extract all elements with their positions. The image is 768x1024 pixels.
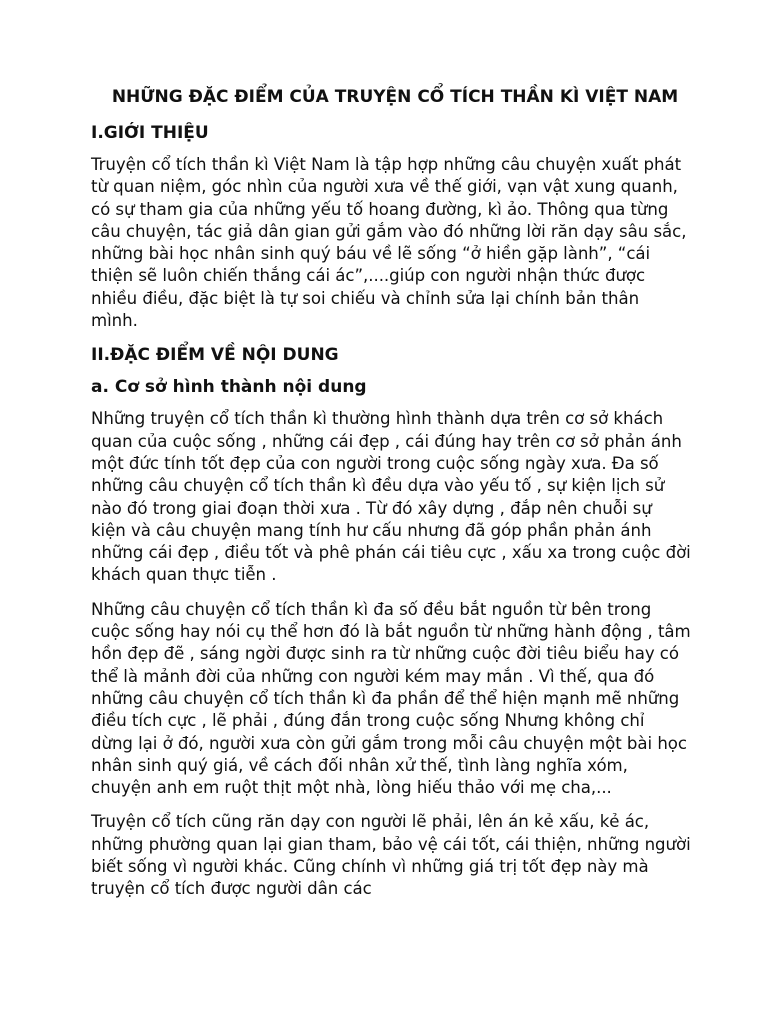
body-paragraph-1: Những truyện cổ tích thần kì thường hình thành dựa trên cơ sở khách quan của cuộc sống , những cái đẹp , cái đúng hay trên cơ sở phản ánh một đức tính tốt đẹp của con người trong cuộc sống ngày xưa. Đa số những câu chuyện cổ tích thần kì đều dựa vào yếu tố , sự kiện lịch sử nào đó trong giai đoạn thời xưa . Từ đó xây dựng , đắp nên chuỗi sự kiện và câu chuyện mang tính hư cấu nhưng đã góp phần phản ánh những cái đẹp , điều tốt và phê phán cái tiêu cực , xấu xa trong cuộc đời khách quan thực tiễn . (91, 409, 691, 585)
subsection-heading-a: a. Cơ sở hình thành nội dung (91, 377, 367, 398)
section-heading-introduction: I.GIỚI THIỆU (91, 123, 209, 143)
body-paragraph-3: Truyện cổ tích cũng răn dạy con người lẽ phải, lên án kẻ xấu, kẻ ác, những phường quan lại gian tham, bảo vệ cái tốt, cái thiện, những người biết sống vì người khác. Cũng chính vì những giá trị tốt đẹp này mà truyện cổ tích được người dân các (91, 812, 691, 899)
document-page (91, 86, 691, 913)
introduction-paragraph: Truyện cổ tích thần kì Việt Nam là tập hợp những câu chuyện xuất phát từ quan niệm, góc nhìn của người xưa về thế giới, vạn vật xung quanh, có sự tham gia của những yếu tố hoang đường, kì ảo. Thông qua từng câu chuyện, tác giả dân gian gửi gắm vào đó những lời răn dạy sâu sắc, những bài học nhân sinh quý báu về lẽ sống “ở hiền gặp lành”, “cái thiện sẽ luôn chiến thắng cái ác”,....giúp con người nhận thức được nhiều điều, đặc biệt là tự soi chiếu và chỉnh sửa lại chính bản thân mình. (91, 155, 687, 331)
document-title: NHỮNG ĐẶC ĐIỂM CỦA TRUYỆN CỔ TÍCH THẦN KÌ VIỆT NAM (111, 87, 679, 107)
section-heading-content: II.ĐẶC ĐIỂM VỀ NỘI DUNG (91, 345, 339, 366)
body-paragraph-2: Những câu chuyện cổ tích thần kì đa số đều bắt nguồn từ bên trong cuộc sống hay nói cụ thể hơn đó là bắt nguồn từ những hành động , tâm hồn đẹp đẽ , sáng ngời được sinh ra từ những cuộc đời tiêu biểu hay có thể là mảnh đời của những con người kém may mắn . Vì thế, qua đó những câu chuyện cổ tích thần kì đa phần để thể hiện mạnh mẽ những điều tích cực , lẽ phải , đúng đắn trong cuộc sống Nhưng không chỉ dừng lại ở đó, người xưa còn gửi gắm trong mỗi câu chuyện một bài học nhân sinh quý giá, về cách đối nhân xử thế, tình làng nghĩa xóm, chuyện anh em ruột thịt một nhà, lòng hiếu thảo với mẹ cha,... (91, 599, 691, 798)
